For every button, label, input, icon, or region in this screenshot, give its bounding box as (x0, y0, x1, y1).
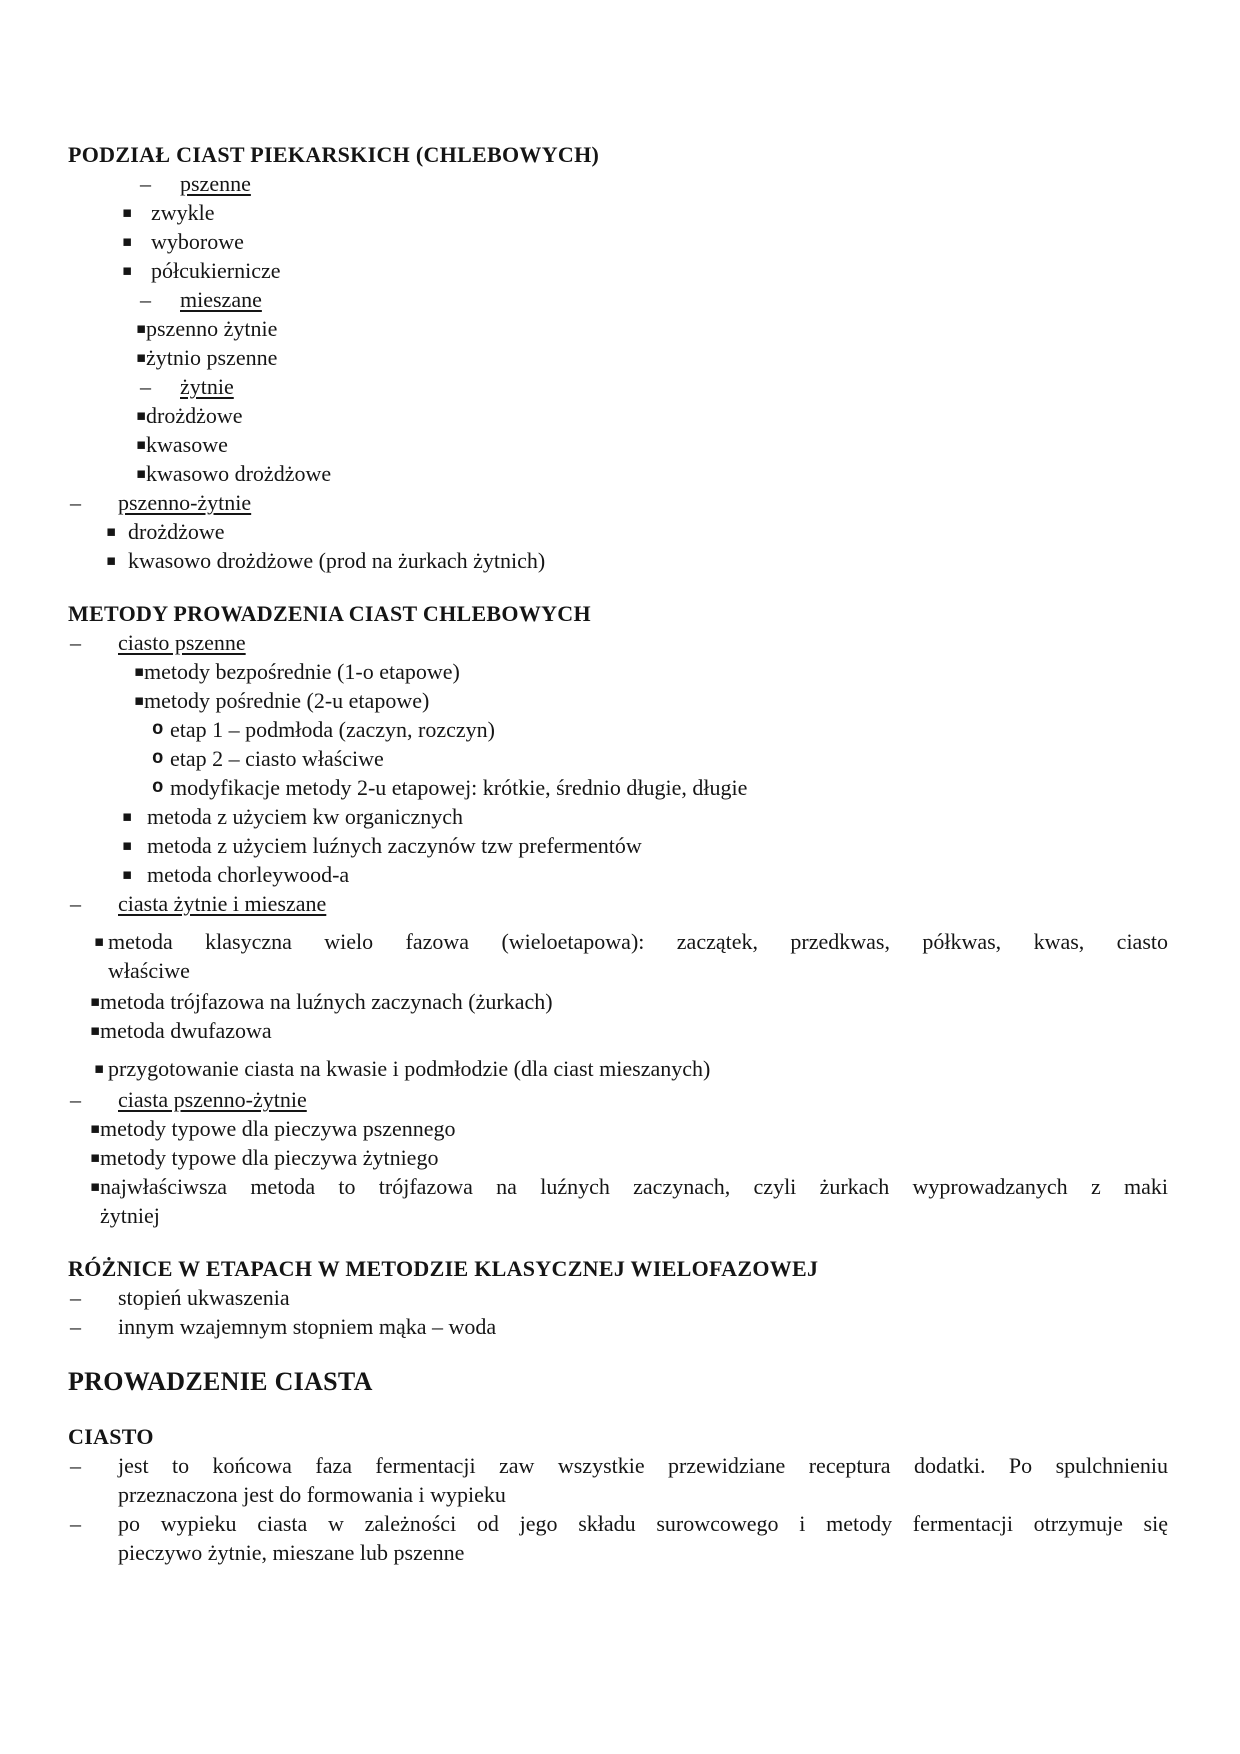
list-item (0, 227, 1168, 256)
list-item (0, 285, 1168, 314)
list-item-text: modyfikacje metody 2-u etapowej: krótkie, średnio długie, długie (170, 775, 748, 800)
text-line: jest to końcowa faza fermentacji zaw wszystkie przewidziane receptura dodatki. Po spulchnieniu (118, 1453, 1168, 1478)
square-bullet-marker: ▪ (106, 522, 117, 540)
list-item (0, 1283, 1168, 1312)
list-item (0, 686, 1168, 715)
square-bullet-marker: ▪ (90, 1021, 101, 1039)
square-bullet-marker: ▪ (122, 865, 133, 883)
list-item-text: półcukiernicze (151, 258, 281, 283)
list-item (0, 1451, 1168, 1509)
text-line: pieczywo żytnie, mieszane lub pszenne (118, 1540, 465, 1565)
list-item (0, 1054, 1168, 1083)
list-item (0, 715, 1168, 744)
square-bullet-marker: ▪ (90, 1119, 101, 1137)
circle-marker: o (152, 776, 164, 798)
square-bullet-marker: ▪ (94, 1059, 105, 1077)
text-line: żytniej (100, 1203, 160, 1228)
list-item (0, 1312, 1168, 1341)
list-item (0, 1085, 1168, 1114)
list-item-text: kwasowe (146, 432, 228, 457)
list-item-text: metody typowe dla pieczywa żytniego (100, 1145, 439, 1170)
list-item-text: kwasowo drożdżowe (prod na żurkach żytnich) (128, 548, 546, 573)
list-item-text: przygotowanie ciasta na kwasie i podmłodzie (dla ciast mieszanych) (108, 1056, 711, 1081)
list-item (0, 628, 1168, 657)
list-item-text: etap 2 – ciasto właściwe (170, 746, 384, 771)
dash-marker: – (70, 1511, 81, 1536)
square-bullet-marker: ▪ (122, 261, 133, 279)
square-bullet-marker: ▪ (90, 992, 101, 1010)
square-bullet-marker: ▪ (134, 691, 145, 709)
list-item (0, 546, 1168, 575)
square-bullet-marker: ▪ (134, 662, 145, 680)
dash-marker: – (70, 891, 81, 916)
list-item-text (118, 1509, 1168, 1567)
dash-marker: – (70, 1285, 81, 1310)
list-item (0, 987, 1168, 1016)
list-item-text: ciasta żytnie i mieszane (118, 891, 327, 916)
list-item-text: metody bezpośrednie (1-o etapowe) (144, 659, 460, 684)
text-line: przeznaczona jest do formowania i wypieku (118, 1482, 506, 1507)
list-item (0, 802, 1168, 831)
dash-marker: – (70, 1453, 81, 1478)
square-bullet-marker: ▪ (106, 551, 117, 569)
text-line: najwłaściwsza metoda to trójfazowa na luźnych zaczynach, czyli żurkach wyprowadzanych z maki (100, 1174, 1168, 1199)
list-item-text: metoda trójfazowa na luźnych zaczynach (żurkach) (100, 989, 553, 1014)
list-item-text: pszenne (180, 171, 251, 196)
section-heading: RÓŻNICE W ETAPACH W METODZIE KLASYCZNEJ WIELOFAZOWEJ (68, 1256, 819, 1281)
section-heading: METODY PROWADZENIA CIAST CHLEBOWYCH (68, 601, 591, 626)
list-item (0, 860, 1168, 889)
dash-marker: – (70, 630, 81, 655)
dash-marker: – (70, 1087, 81, 1112)
text-line: właściwe (108, 958, 190, 983)
list-item (0, 256, 1168, 285)
text-line: metoda klasyczna wielo fazowa (wieloetapowa): zaczątek, przedkwas, półkwas, kwas, ciasto (108, 929, 1168, 954)
list-item (0, 1172, 1168, 1230)
list-item-text: kwasowo drożdżowe (146, 461, 332, 486)
list-item (0, 430, 1168, 459)
square-bullet-marker: ▪ (136, 435, 147, 453)
dash-marker: – (140, 287, 151, 312)
list-item-text: ciasta pszenno-żytnie (118, 1087, 307, 1112)
square-bullet-marker: ▪ (90, 1148, 101, 1166)
square-bullet-marker: ▪ (122, 203, 133, 221)
list-item (0, 927, 1168, 985)
dash-marker: – (140, 171, 151, 196)
list-item-text: pszenno żytnie (146, 316, 278, 341)
list-item-text: drożdżowe (128, 519, 225, 544)
list-item-text: metoda chorleywood-a (147, 862, 350, 887)
text-line: po wypieku ciasta w zależności od jego składu surowcowego i metody fermentacji otrzymuje się (118, 1511, 1168, 1536)
list-item-text: metoda z użyciem kw organicznych (147, 804, 464, 829)
section-heading: CIASTO (68, 1424, 154, 1449)
list-item (0, 1509, 1168, 1567)
list-item-text: metody typowe dla pieczywa pszennego (100, 1116, 456, 1141)
list-item-text: drożdżowe (146, 403, 243, 428)
list-item (0, 343, 1168, 372)
dash-marker: – (70, 1314, 81, 1339)
section-heading: PODZIAŁ CIAST PIEKARSKICH (CHLEBOWYCH) (68, 142, 600, 167)
list-item (0, 889, 1168, 918)
square-bullet-marker: ▪ (90, 1177, 101, 1195)
list-item (0, 1016, 1168, 1045)
list-item (0, 372, 1168, 401)
list-item (0, 314, 1168, 343)
list-item-text: innym wzajemnym stopniem mąka – woda (118, 1314, 497, 1339)
list-item (0, 831, 1168, 860)
list-item-text: metoda dwufazowa (100, 1018, 272, 1043)
list-item-text: mieszane (180, 287, 262, 312)
list-item (0, 773, 1168, 802)
square-bullet-marker: ▪ (136, 406, 147, 424)
dash-marker: – (70, 490, 81, 515)
list-item-text (100, 1172, 1168, 1230)
list-item-text: wyborowe (151, 229, 244, 254)
list-item-text (118, 1451, 1168, 1509)
list-item (0, 198, 1168, 227)
list-item (0, 459, 1168, 488)
list-item (0, 169, 1168, 198)
list-item-text: zwykle (151, 200, 215, 225)
list-item-text: stopień ukwaszenia (118, 1285, 290, 1310)
square-bullet-marker: ▪ (136, 464, 147, 482)
circle-marker: o (152, 747, 164, 769)
list-item-text: etap 1 – podmłoda (zaczyn, rozczyn) (170, 717, 495, 742)
dash-marker: – (140, 374, 151, 399)
circle-marker: o (152, 718, 164, 740)
list-item-text: żytnio pszenne (146, 345, 278, 370)
list-item-text: żytnie (180, 374, 234, 399)
list-item-text: ciasto pszenne (118, 630, 246, 655)
list-item-text: metoda z użyciem luźnych zaczynów tzw prefermentów (147, 833, 642, 858)
square-bullet-marker: ▪ (94, 932, 105, 950)
list-item (0, 657, 1168, 686)
list-item (0, 1143, 1168, 1172)
list-item (0, 1114, 1168, 1143)
list-item-text (108, 927, 1168, 985)
list-item (0, 744, 1168, 773)
list-item-text: metody pośrednie (2-u etapowe) (144, 688, 430, 713)
square-bullet-marker: ▪ (122, 232, 133, 250)
section-heading-large: PROWADZENIE CIASTA (68, 1367, 373, 1396)
square-bullet-marker: ▪ (122, 836, 133, 854)
square-bullet-marker: ▪ (136, 348, 147, 366)
list-item-text: pszenno-żytnie (118, 490, 252, 515)
square-bullet-marker: ▪ (136, 319, 147, 337)
list-item (0, 488, 1168, 517)
square-bullet-marker: ▪ (122, 807, 133, 825)
list-item (0, 401, 1168, 430)
list-item (0, 517, 1168, 546)
